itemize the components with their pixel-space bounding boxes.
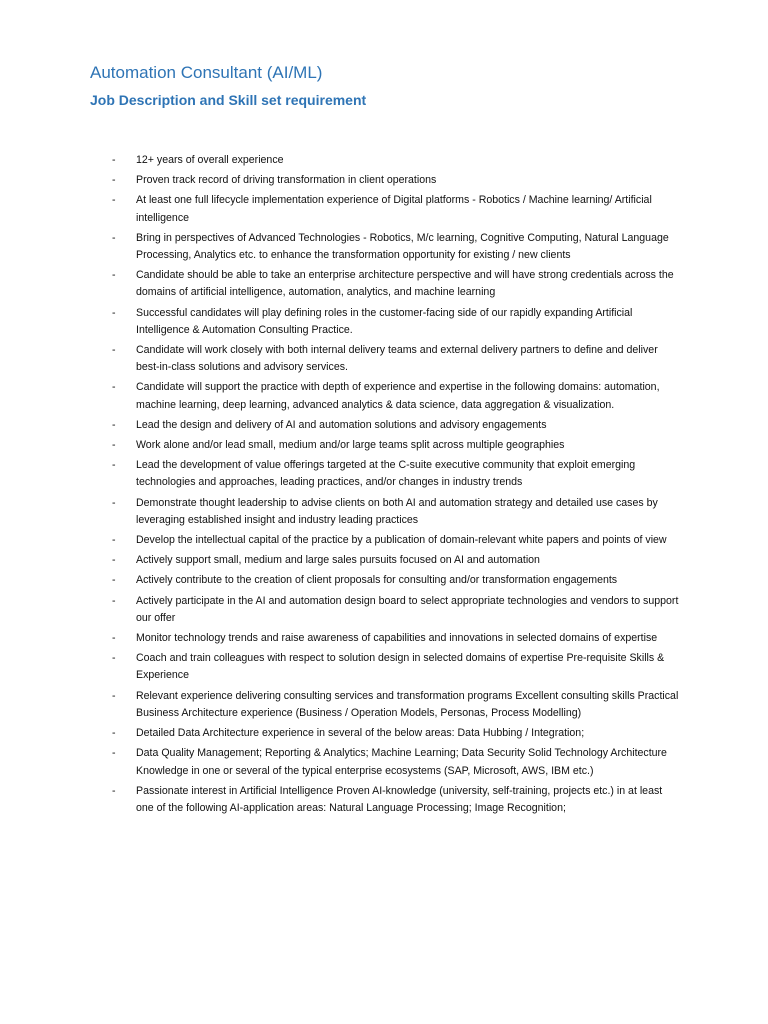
list-item-text: Candidate should be able to take an enterprise architecture perspective and will have strong credentials across the domains of artificial intelligence, automation, analytics, and machine learning (136, 269, 674, 299)
list-item (112, 305, 682, 339)
list-item (112, 437, 682, 454)
list-item (112, 379, 682, 413)
list-item-text: Relevant experience delivering consulting services and transformation programs Excellent consulting skills Practical Business Architecture experience (Business / Operation Models, Personas, Process Modelling) (136, 689, 679, 719)
bullet-dash-icon: - (112, 306, 116, 319)
list-item-text: Actively support small, medium and large sales pursuits focused on AI and automation (136, 554, 540, 567)
page-subtitle: Job Description and Skill set requirement (90, 92, 367, 108)
page-title: Automation Consultant (AI/ML) (90, 63, 323, 82)
bullet-dash-icon: - (112, 344, 116, 357)
bullet-dash-icon: - (112, 594, 116, 607)
list-item (112, 783, 682, 817)
list-item (112, 593, 682, 627)
bullet-dash-icon: - (112, 381, 116, 394)
bullet-dash-icon: - (112, 269, 116, 282)
list-item-text: Proven track record of driving transformation in client operations (136, 174, 437, 187)
bullet-dash-icon: - (112, 418, 116, 431)
bullet-dash-icon: - (112, 534, 116, 547)
list-item (112, 725, 682, 742)
list-item-text: Monitor technology trends and raise awareness of capabilities and innovations in selected domains of expertise (136, 632, 658, 645)
list-item (112, 417, 682, 434)
list-item-text: Detailed Data Architecture experience in several of the below areas: Data Hubbing / Integration; (136, 727, 585, 740)
list-item-text: Bring in perspectives of Advanced Technologies - Robotics, M/c learning, Cognitive Computing, Natural Language Processing, Analytics etc. to enhance the transformation opportunity for existing / new clients (136, 231, 669, 262)
list-item (112, 552, 682, 569)
list-item (112, 532, 682, 549)
list-item-text: 12+ years of overall experience (136, 154, 284, 166)
list-item (112, 342, 682, 376)
list-item-text: Actively contribute to the creation of client proposals for consulting and/or transformation engagements (136, 574, 618, 587)
list-item-text: Actively participate in the AI and automation design board to select appropriate technologies and vendors to support our offer (136, 594, 679, 624)
bullet-dash-icon: - (112, 174, 116, 187)
list-item (112, 572, 682, 589)
list-item (112, 152, 682, 169)
list-item (112, 495, 682, 529)
list-item-text: Candidate will support the practice with depth of experience and expertise in the following domains: automation, machine learning, deep learning, advanced analytics & data science, data aggregation & visualization. (136, 381, 660, 411)
bullet-dash-icon: - (112, 459, 116, 472)
list-item (112, 192, 682, 226)
list-item (112, 172, 682, 189)
bullet-dash-icon: - (112, 154, 116, 166)
bullet-dash-icon: - (112, 496, 116, 509)
bullet-dash-icon: - (112, 554, 116, 567)
list-item-text: Work alone and/or lead small, medium and/or large teams split across multiple geographies (136, 439, 565, 452)
bullet-dash-icon: - (112, 689, 116, 702)
list-item (112, 267, 682, 301)
list-item-text: Coach and train colleagues with respect to solution design in selected domains of expertise Pre-requisite Skills & Experience (136, 652, 665, 682)
list-item (112, 630, 682, 647)
list-item-text: Lead the design and delivery of AI and automation solutions and advisory engagements (136, 418, 547, 431)
list-item-text: Candidate will work closely with both internal delivery teams and external delivery partners to define and deliver best-in-class solutions and advisory services. (136, 344, 658, 374)
list-item-text: Successful candidates will play defining roles in the customer-facing side of our rapidly expanding Artificial Intelligence & Automation Consulting Practice. (136, 306, 633, 336)
requirements-list (112, 152, 682, 820)
list-item-text: Lead the development of value offerings targeted at the C-suite executive community that exploit emerging technologies and approaches, leading practices, and/or changes in industry trends (136, 459, 636, 489)
list-item (112, 688, 682, 722)
bullet-dash-icon: - (112, 727, 116, 740)
list-item-text: Data Quality Management; Reporting & Analytics; Machine Learning; Data Security Solid Technology Architecture Knowledge in one or several of the typical enterprise ecosystems (SAP, Microsoft, AWS, IBM etc.) (136, 747, 667, 777)
bullet-dash-icon: - (112, 194, 116, 207)
bullet-dash-icon: - (112, 747, 116, 760)
bullet-dash-icon: - (112, 652, 116, 665)
list-item-text: Passionate interest in Artificial Intelligence Proven AI-knowledge (university, self-training, projects etc.) in at least one of the following AI-application areas: Natural Language Processing; Image Recognition; (136, 784, 663, 814)
list-item-text: Develop the intellectual capital of the practice by a publication of domain-relevant white papers and points of view (136, 534, 667, 547)
bullet-dash-icon: - (112, 231, 116, 244)
bullet-dash-icon: - (112, 574, 116, 587)
bullet-dash-icon: - (112, 632, 116, 645)
list-item (112, 230, 682, 264)
list-item-text: At least one full lifecycle implementation experience of Digital platforms - Robotics / Machine learning/ Artificial intelligence (136, 194, 652, 224)
list-item (112, 457, 682, 491)
list-item-text: Demonstrate thought leadership to advise clients on both AI and automation strategy and detailed use cases by leveraging established insight and industry leading practices (136, 496, 658, 526)
bullet-dash-icon: - (112, 439, 116, 452)
list-item (112, 650, 682, 684)
list-item (112, 745, 682, 779)
bullet-dash-icon: - (112, 784, 116, 797)
